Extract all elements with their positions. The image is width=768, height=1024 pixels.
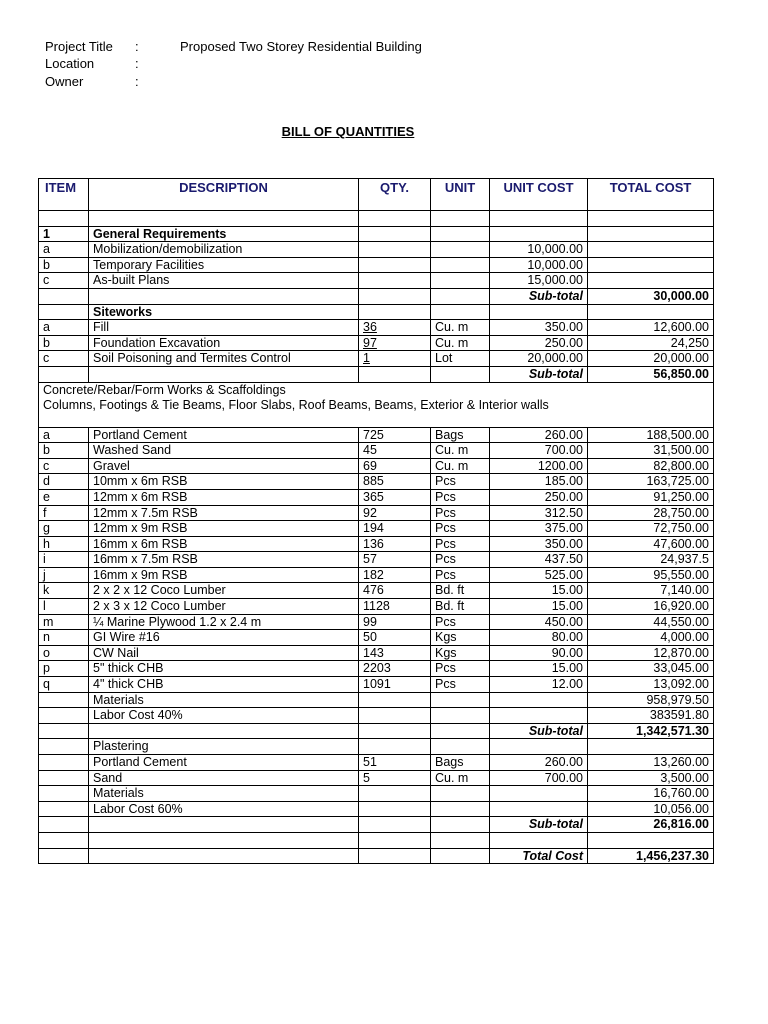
description-cell: 12mm x 7.5m RSB [89,505,359,521]
empty-cell [588,304,714,320]
description-cell: 12mm x 6m RSB [89,489,359,505]
total-cost-cell [588,273,714,289]
empty-cell [39,288,89,304]
empty-cell [588,226,714,242]
empty-cell [588,832,714,848]
unit-cell: Bd. ft [431,599,490,615]
qty-cell [359,273,431,289]
unit-cost-cell: 80.00 [490,630,588,646]
empty-cell [431,304,490,320]
item-cell [39,770,89,786]
total-cost-cell: 12,600.00 [588,320,714,336]
empty-cell [431,817,490,833]
subtotal-value: 1,342,571.30 [588,723,714,739]
empty-cell [431,786,490,802]
subtotal-value: 56,850.00 [588,366,714,382]
table-row [39,630,714,646]
unit-cell: Pcs [431,614,490,630]
qty-cell: 97 [359,335,431,351]
unit-cost-cell: 375.00 [490,521,588,537]
unit-cost-cell: 15.00 [490,599,588,615]
unit-cell: Cu. m [431,335,490,351]
labor-cost-value: 383591.80 [588,708,714,724]
qty-cell: 1128 [359,599,431,615]
description-cell: 2 x 3 x 12 Coco Lumber [89,599,359,615]
description-cell: CW Nail [89,645,359,661]
total-cost-cell: 33,045.00 [588,661,714,677]
description-cell: Temporary Facilities [89,257,359,273]
empty-cell [431,692,490,708]
empty-cell [359,801,431,817]
unit-cell: Pcs [431,536,490,552]
section-header-row [39,304,714,320]
table-row [39,552,714,568]
empty-cell [490,708,588,724]
unit-cost-cell: 700.00 [490,770,588,786]
empty-cell [431,739,490,755]
labor-cost-value: 10,056.00 [588,801,714,817]
description-cell: Foundation Excavation [89,335,359,351]
empty-cell [89,817,359,833]
empty-cell [431,288,490,304]
unit-cell: Bags [431,755,490,771]
empty-cell [490,801,588,817]
empty-cell [490,211,588,227]
qty-cell [359,242,431,258]
table-row [39,614,714,630]
empty-cell [490,226,588,242]
table-row [39,474,714,490]
empty-cell [89,832,359,848]
empty-cell [89,211,359,227]
unit-cost-cell: 450.00 [490,614,588,630]
item-cell: f [39,505,89,521]
unit-cost-cell: 15.00 [490,661,588,677]
section-header-row [39,382,714,427]
table-row [39,755,714,771]
table-row [39,677,714,693]
section-title: Siteworks [89,304,359,320]
section-header-row [39,739,714,755]
empty-cell [89,288,359,304]
empty-cell [39,817,89,833]
total-cost-cell: 13,092.00 [588,677,714,693]
empty-cell [39,739,89,755]
unit-cell: Bags [431,427,490,443]
qty-cell: 194 [359,521,431,537]
empty-cell [359,786,431,802]
total-cost-cell: 20,000.00 [588,351,714,367]
item-cell: c [39,458,89,474]
subtotal-label: Sub-total [490,723,588,739]
table-row [39,661,714,677]
total-cost-cell: 24,250 [588,335,714,351]
unit-cost-cell: 250.00 [490,489,588,505]
unit-cost-cell: 15,000.00 [490,273,588,289]
table-row [39,536,714,552]
table-header-row [39,179,714,211]
total-cost-cell: 72,750.00 [588,521,714,537]
empty-cell [588,739,714,755]
empty-cell [39,723,89,739]
total-cost-cell: 16,920.00 [588,599,714,615]
description-cell: Soil Poisoning and Termites Control [89,351,359,367]
total-cost-cell [588,242,714,258]
unit-cost-cell: 437.50 [490,552,588,568]
section-title-line2: Columns, Footings & Tie Beams, Floor Slabs, Roof Beams, Beams, Exterior & Interior walls [43,397,549,412]
subtotal-row [39,723,714,739]
unit-cell: Kgs [431,645,490,661]
unit-cell: Pcs [431,677,490,693]
qty-cell: 51 [359,755,431,771]
item-cell: h [39,536,89,552]
table-row [39,583,714,599]
description-cell: 12mm x 9m RSB [89,521,359,537]
qty-cell: 143 [359,645,431,661]
project-title-value: Proposed Two Storey Residential Building [180,39,422,54]
empty-cell [431,226,490,242]
unit-cell: Pcs [431,567,490,583]
subtotal-value: 26,816.00 [588,817,714,833]
unit-cell: Pcs [431,661,490,677]
empty-cell [39,211,89,227]
description-cell: As-built Plans [89,273,359,289]
table-row [39,489,714,505]
item-cell: a [39,242,89,258]
section-title: Plastering [89,739,359,755]
item-cell: i [39,552,89,568]
table-row [39,273,714,289]
empty-cell [359,304,431,320]
unit-cost-cell: 260.00 [490,755,588,771]
item-cell: k [39,583,89,599]
description-cell: Portland Cement [89,755,359,771]
section-title-line1: Concrete/Rebar/Form Works & Scaffoldings [43,382,286,397]
qty-cell: 182 [359,567,431,583]
materials-value: 16,760.00 [588,786,714,802]
table-row [39,320,714,336]
qty-cell: 885 [359,474,431,490]
colon: : [135,74,139,89]
subtotal-row [39,366,714,382]
description-cell: Washed Sand [89,443,359,459]
total-value: 1,456,237.30 [588,848,714,864]
materials-row [39,692,714,708]
unit-cell: Cu. m [431,770,490,786]
empty-cell [359,832,431,848]
col-header-unit: UNIT [431,179,490,211]
total-cost-cell: 12,870.00 [588,645,714,661]
item-cell: l [39,599,89,615]
item-cell: q [39,677,89,693]
empty-cell [39,786,89,802]
description-cell: 4" thick CHB [89,677,359,693]
unit-cell: Pcs [431,489,490,505]
section-header-row [39,226,714,242]
empty-cell [490,304,588,320]
item-cell: j [39,567,89,583]
col-header-total-cost: TOTAL COST [588,179,714,211]
total-cost-cell: 95,550.00 [588,567,714,583]
description-cell: GI Wire #16 [89,630,359,646]
description-cell: 16mm x 6m RSB [89,536,359,552]
total-cost-cell: 91,250.00 [588,489,714,505]
total-cost-cell: 24,937.5 [588,552,714,568]
location-label: Location [45,56,95,71]
table-row [39,351,714,367]
spacer-row [39,211,714,227]
total-cost-cell: 163,725.00 [588,474,714,490]
empty-cell [490,739,588,755]
empty-cell [359,817,431,833]
labor-cost-label: Labor Cost 60% [89,801,359,817]
description-cell: 16mm x 9m RSB [89,567,359,583]
labor-cost-row [39,801,714,817]
empty-cell [359,848,431,864]
item-cell: e [39,489,89,505]
item-cell: c [39,351,89,367]
item-cell: b [39,257,89,273]
total-cost-cell: 47,600.00 [588,536,714,552]
table-row [39,770,714,786]
empty-cell [39,801,89,817]
section-title: General Requirements [89,226,359,242]
qty-cell [359,257,431,273]
unit-cost-cell: 90.00 [490,645,588,661]
empty-cell [431,366,490,382]
total-cost-cell [588,257,714,273]
subtotal-row [39,817,714,833]
table-row [39,505,714,521]
qty-cell: 365 [359,489,431,505]
total-cost-cell: 188,500.00 [588,427,714,443]
unit-cost-cell: 1200.00 [490,458,588,474]
item-cell: d [39,474,89,490]
table-row [39,567,714,583]
empty-cell [359,739,431,755]
empty-cell [39,832,89,848]
empty-cell [359,366,431,382]
empty-cell [359,723,431,739]
item-cell: b [39,443,89,459]
unit-cost-cell: 10,000.00 [490,257,588,273]
subtotal-value: 30,000.00 [588,288,714,304]
unit-cost-cell: 260.00 [490,427,588,443]
empty-cell [39,848,89,864]
qty-cell: 5 [359,770,431,786]
table-row [39,458,714,474]
section-title-block [39,382,714,427]
empty-cell [39,692,89,708]
empty-cell [359,211,431,227]
qty-cell: 725 [359,427,431,443]
total-cost-cell: 28,750.00 [588,505,714,521]
col-header-unit-cost: UNIT COST [490,179,588,211]
spacer-row [39,832,714,848]
total-cost-cell: 4,000.00 [588,630,714,646]
item-cell: n [39,630,89,646]
qty-cell: 36 [359,320,431,336]
document-title: BILL OF QUANTITIES [281,124,415,139]
empty-cell [431,801,490,817]
table-row [39,335,714,351]
table-row [39,427,714,443]
empty-cell [89,848,359,864]
table-row [39,599,714,615]
qty-cell: 99 [359,614,431,630]
description-cell: 2 x 2 x 12 Coco Lumber [89,583,359,599]
item-cell [39,755,89,771]
unit-cell: Cu. m [431,443,490,459]
empty-cell [89,366,359,382]
colon: : [135,39,139,54]
empty-cell [431,211,490,227]
subtotal-label: Sub-total [490,366,588,382]
subtotal-label: Sub-total [490,817,588,833]
colon: : [135,56,139,71]
unit-cell: Pcs [431,521,490,537]
item-cell: c [39,273,89,289]
description-cell: 5" thick CHB [89,661,359,677]
unit-cell: Kgs [431,630,490,646]
empty-cell [89,723,359,739]
materials-label: Materials [89,692,359,708]
table-row [39,257,714,273]
description-cell: Mobilization/demobilization [89,242,359,258]
total-label: Total Cost [490,848,588,864]
empty-cell [359,226,431,242]
unit-cell: Pcs [431,474,490,490]
description-cell: 10mm x 6m RSB [89,474,359,490]
item-cell: g [39,521,89,537]
unit-cell: Bd. ft [431,583,490,599]
empty-cell [431,723,490,739]
item-cell: b [39,335,89,351]
unit-cost-cell: 185.00 [490,474,588,490]
unit-cost-cell: 312.50 [490,505,588,521]
empty-cell [39,708,89,724]
unit-cell: Cu. m [431,320,490,336]
total-cost-cell: 82,800.00 [588,458,714,474]
description-cell: 16mm x 7.5m RSB [89,552,359,568]
table-row [39,443,714,459]
item-cell: o [39,645,89,661]
qty-cell: 136 [359,536,431,552]
item-cell: a [39,320,89,336]
bill-of-quantities-table [38,178,714,864]
owner-label: Owner [45,74,84,89]
total-cost-cell: 44,550.00 [588,614,714,630]
labor-cost-row [39,708,714,724]
unit-cost-cell: 10,000.00 [490,242,588,258]
total-cost-cell: 31,500.00 [588,443,714,459]
empty-cell [431,848,490,864]
materials-value: 958,979.50 [588,692,714,708]
description-cell: Sand [89,770,359,786]
subtotal-row [39,288,714,304]
description-cell: Gravel [89,458,359,474]
table-row [39,242,714,258]
unit-cost-cell: 525.00 [490,567,588,583]
empty-cell [39,304,89,320]
empty-cell [359,708,431,724]
unit-cell: Pcs [431,552,490,568]
qty-cell: 1 [359,351,431,367]
item-cell: a [39,427,89,443]
empty-cell [359,288,431,304]
unit-cost-cell: 12.00 [490,677,588,693]
subtotal-label: Sub-total [490,288,588,304]
unit-cell [431,257,490,273]
table-row [39,521,714,537]
unit-cost-cell: 350.00 [490,536,588,552]
total-row [39,848,714,864]
unit-cell [431,242,490,258]
qty-cell: 2203 [359,661,431,677]
col-header-description: DESCRIPTION [89,179,359,211]
empty-cell [39,366,89,382]
unit-cost-cell: 250.00 [490,335,588,351]
empty-cell [490,786,588,802]
section-number: 1 [39,226,89,242]
unit-cell [431,273,490,289]
empty-cell [431,832,490,848]
qty-cell: 57 [359,552,431,568]
unit-cost-cell: 350.00 [490,320,588,336]
unit-cell: Pcs [431,505,490,521]
qty-cell: 476 [359,583,431,599]
empty-cell [431,708,490,724]
description-cell: Fill [89,320,359,336]
description-cell: Portland Cement [89,427,359,443]
empty-cell [359,692,431,708]
total-cost-cell: 3,500.00 [588,770,714,786]
item-cell: m [39,614,89,630]
unit-cost-cell: 15.00 [490,583,588,599]
total-cost-cell: 13,260.00 [588,755,714,771]
col-header-item: ITEM [39,179,89,211]
materials-label: Materials [89,786,359,802]
materials-row [39,786,714,802]
qty-cell: 50 [359,630,431,646]
qty-cell: 1091 [359,677,431,693]
unit-cost-cell: 20,000.00 [490,351,588,367]
empty-cell [588,211,714,227]
empty-cell [490,692,588,708]
item-cell: p [39,661,89,677]
qty-cell: 69 [359,458,431,474]
qty-cell: 92 [359,505,431,521]
unit-cell: Cu. m [431,458,490,474]
description-cell: ¼ Marine Plywood 1.2 x 2.4 m [89,614,359,630]
total-cost-cell: 7,140.00 [588,583,714,599]
col-header-qty: QTY. [359,179,431,211]
unit-cost-cell: 700.00 [490,443,588,459]
project-title-label: Project Title [45,39,113,54]
qty-cell: 45 [359,443,431,459]
table-row [39,645,714,661]
unit-cell: Lot [431,351,490,367]
labor-cost-label: Labor Cost 40% [89,708,359,724]
empty-cell [490,832,588,848]
